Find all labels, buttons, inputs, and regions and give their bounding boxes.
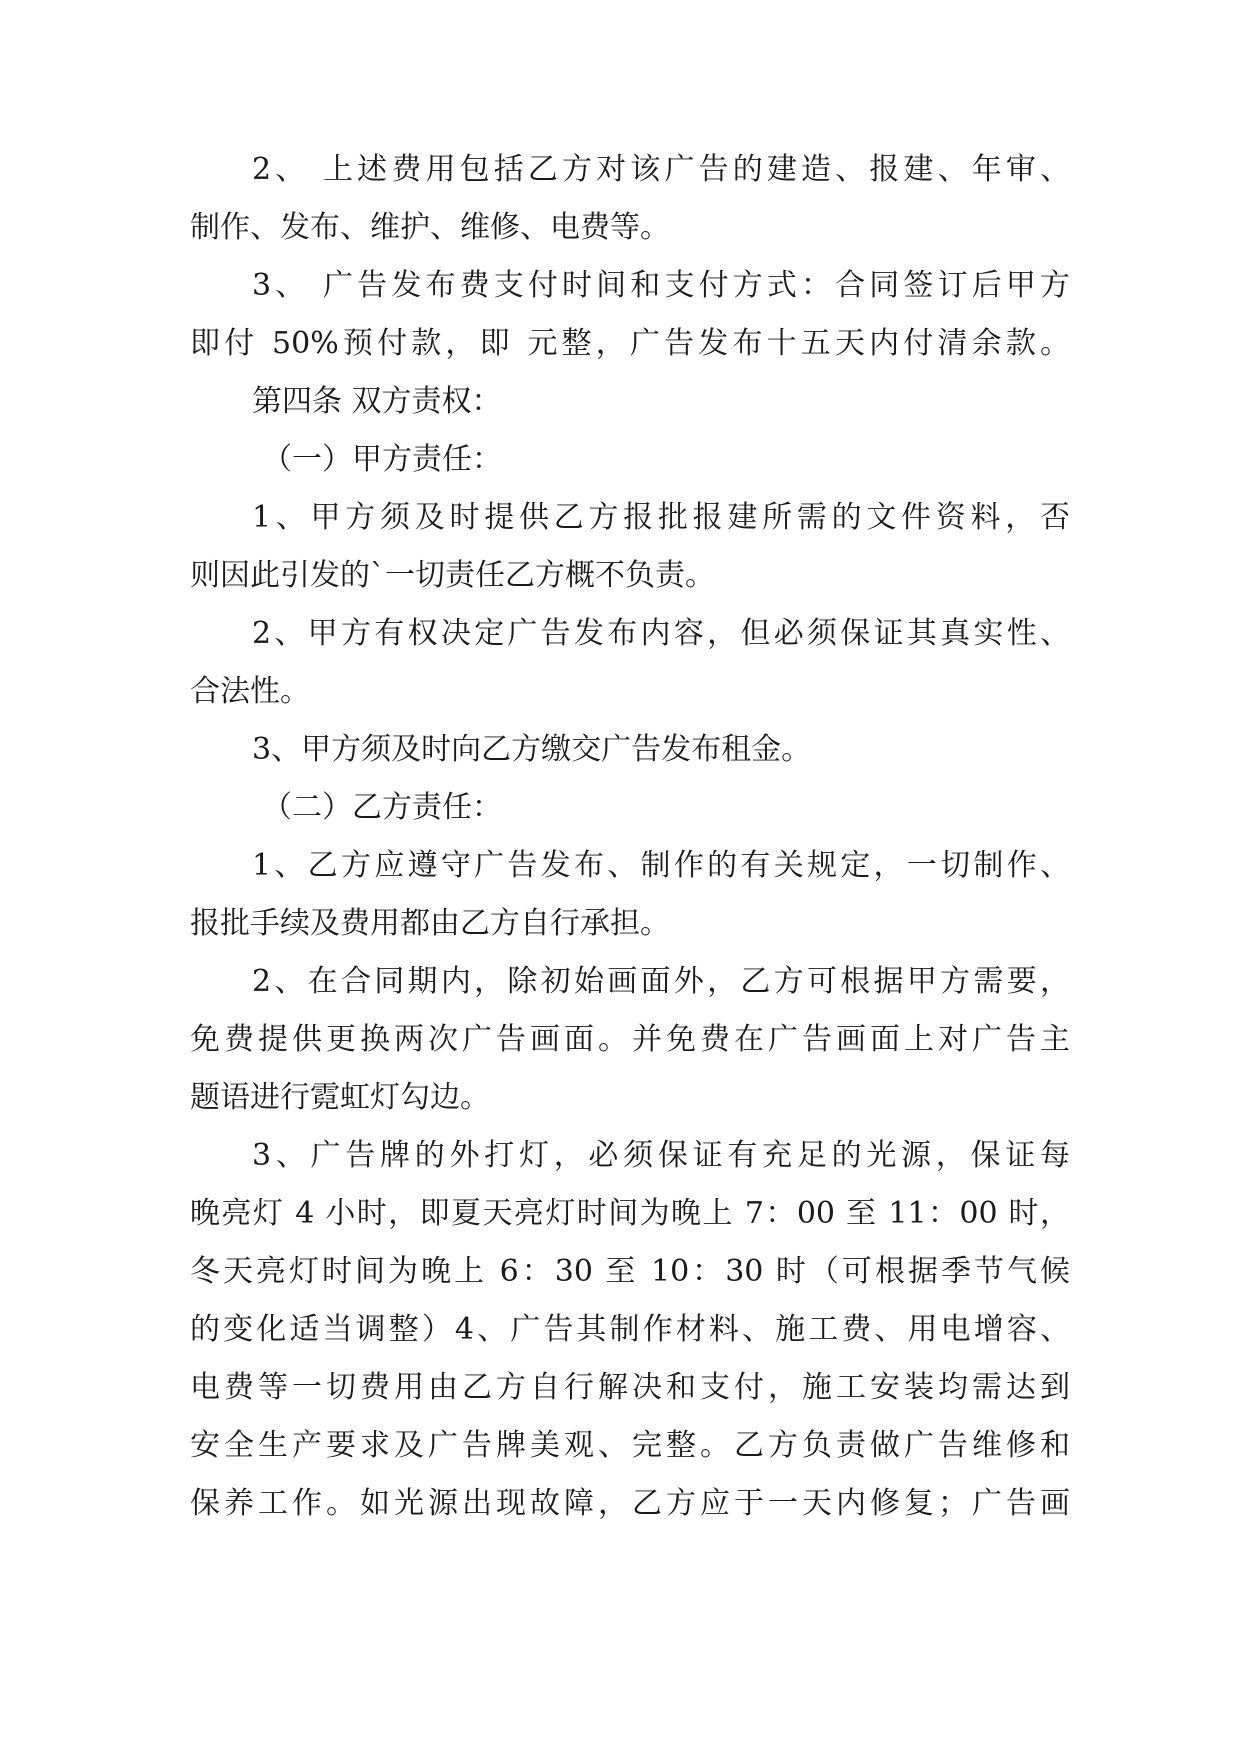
paragraph-line: 晚亮灯 4 小时，即夏天亮灯时间为晚上 7：00 至 11：00 时， [190, 1196, 1070, 1231]
paragraph-line: 2、在合同期内，除初始画面外，乙方可根据甲方需要， [252, 964, 1070, 999]
subsection-heading: （二）乙方责任： [262, 790, 502, 825]
paragraph-line: 安全生产要求及广告牌美观、完整。乙方负责做广告维修和 [190, 1428, 1070, 1463]
paragraph-line: 电费等一切费用由乙方自行解决和支付，施工安装均需达到 [190, 1370, 1070, 1405]
paragraph-line: 2、甲方有权决定广告发布内容，但必须保证其真实性、 [252, 616, 1070, 651]
paragraph-line: 即付 50%预付款，即 元整，广告发布十五天内付清余款。 [190, 326, 1070, 361]
paragraph-line: 冬天亮灯时间为晚上 6：30 至 10：30 时（可根据季节气候 [190, 1254, 1070, 1289]
paragraph-line: 制作、发布、维护、维修、电费等。 [190, 210, 670, 245]
paragraph-line: 合法性。 [190, 674, 310, 709]
paragraph-line: 题语进行霓虹灯勾边。 [190, 1080, 490, 1115]
paragraph-line: 的变化适当调整）4、广告其制作材料、施工费、用电增容、 [190, 1312, 1070, 1347]
paragraph-line: 免费提供更换两次广告画面。并免费在广告画面上对广告主 [190, 1022, 1070, 1057]
paragraph-line: 3、甲方须及时向乙方缴交广告发布租金。 [252, 732, 812, 767]
paragraph-line: 1、甲方须及时提供乙方报批报建所需的文件资料，否 [252, 500, 1070, 535]
subsection-heading: （一）甲方责任： [262, 442, 502, 477]
paragraph-line: 2、 上述费用包括乙方对该广告的建造、报建、年审、 [252, 152, 1070, 187]
paragraph-line: 3、 广告发布费支付时间和支付方式：合同签订后甲方 [252, 268, 1070, 303]
paragraph-line: 则因此引发的`一切责任乙方概不负责。 [190, 558, 715, 593]
section-heading: 第四条 双方责权： [252, 384, 502, 419]
paragraph-line: 报批手续及费用都由乙方自行承担。 [190, 906, 670, 941]
paragraph-line: 保养工作。如光源出现故障，乙方应于一天内修复；广告画 [190, 1486, 1070, 1521]
paragraph-line: 1、乙方应遵守广告发布、制作的有关规定，一切制作、 [252, 848, 1070, 883]
paragraph-line: 3、广告牌的外打灯，必须保证有充足的光源，保证每 [252, 1138, 1070, 1173]
